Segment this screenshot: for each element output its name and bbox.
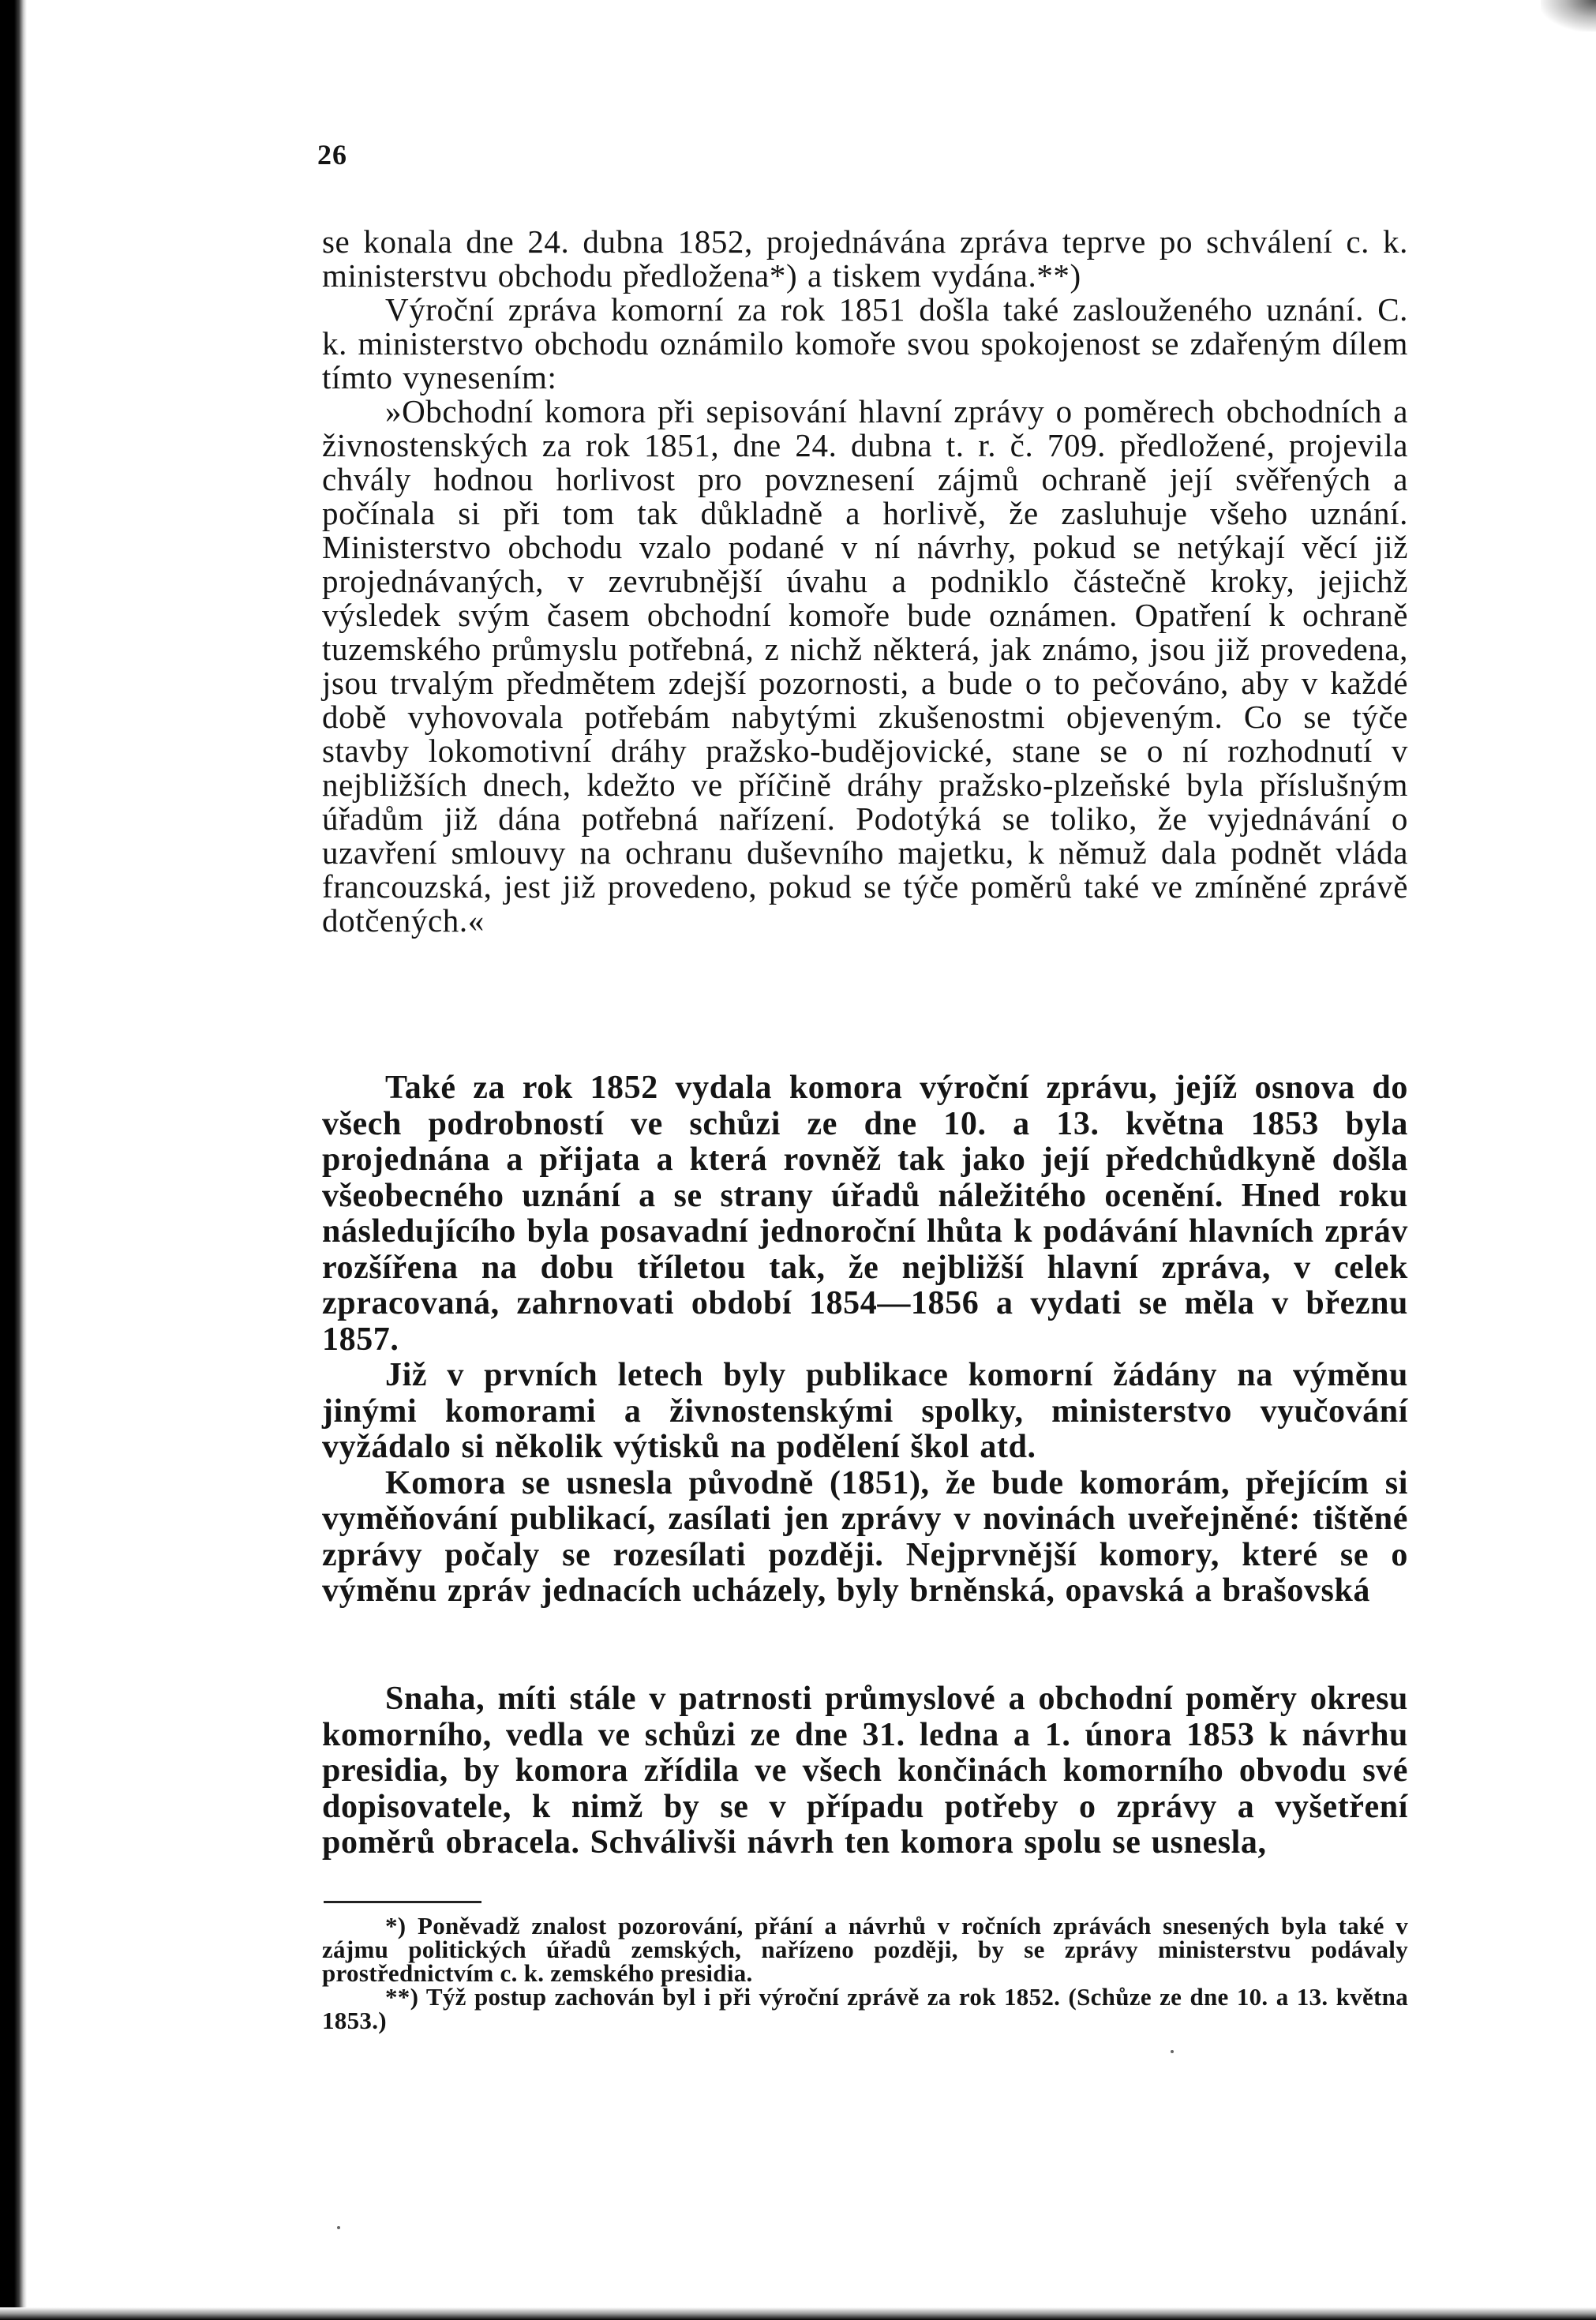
paragraph-annual-report: Výroční zpráva komorní za rok 1851 došla také zaslouženého uznání. C. k. ministerstvo obchodu oznámilo komoře svou spokojenost se zdařeným dílem tímto vynesením: xyxy=(322,291,1408,395)
scan-speck xyxy=(337,2226,340,2229)
page-number: 26 xyxy=(317,139,347,171)
footnote-2: **) Týž postup zachován byl i při výroční zprávě za rok 1852. (Schůze ze dne 10. a 13. května 1853.) xyxy=(322,1983,1408,2034)
footnote-divider xyxy=(324,1901,481,1903)
paragraph-continuation: se konala dne 24. dubna 1852, projednávána zpráva teprve po schválení c. k. ministerstvu obchodu předložena*) a tiskem vydána.**) xyxy=(322,223,1408,294)
scan-speck xyxy=(1171,2050,1174,2053)
text-section-2 xyxy=(322,1070,1408,1610)
footnote-1: *) Poněvadž znalost pozorování, přání a návrhů v ročních zprávách snesených byla také v zájmu politických úřadů zemských, nařízeno později, by se zprávy ministerstvu podávaly prostřednictvím c. k. zemského presidia. xyxy=(322,1912,1408,1987)
scan-bottom-shadow xyxy=(0,2307,1596,2320)
footnotes xyxy=(322,1914,1408,2033)
paragraph-ministry-quote: »Obchodní komora při sepisování hlavní zprávy o poměrech obchodních a živnostenských za rok 1851, dne 24. dubna t. r. č. 709. předložené, projevila chvály hodnou horlivost pro povznesení zájmů ochraně její svěřených a počínala si při tom tak důkladně a horlivě, že zasluhuje všeho uznání. Ministerstvo obchodu vzalo podané v ní návrhy, pokud se netýkají věcí již projednávaných, v zevrubnější úvahu a podniklo částečně kroky, jejichž výsledek svým časem obchodní komoře bude oznámen. Opatření k ochraně tuzemského průmyslu potřebná, z nichž některá, jak známo, jsou již provedena, jsou trvalým předmětem zdejší pozornosti, a bude o to pečováno, aby v každé době vyhovovala potřebám nabytými zkušenostmi objeveným. Co se týče stavby lokomotivní dráhy pražsko-budějovické, stane se o ní rozhodnutí v nejbližších dnech, kdežto ve příčině dráhy pražsko-plzeňské byla příslušným úřadům již dána potřebná nařízení. Podotýká se toliko, že vyjednávání o uzavření smlouvy na ochranu duševního majetku, k němuž dala podnět vláda francouzská, jest již provedeno, pokud se týče poměrů také ve zmíněné zprávě dotčených.« xyxy=(322,393,1408,939)
paragraph-exchange-resolution: Komora se usnesla původně (1851), že bude komorám, přejícím si vyměňování publikací, zasílati jen zprávy v novinách uveřejněné: tištěné zprávy počaly se rozesílati později. Nejprvnější komory, které se o výměnu zpráv jednacích ucházely, byly brněnská, opavská a brašovská xyxy=(322,1464,1408,1609)
paragraph-correspondents: Snaha, míti stále v patrnosti průmyslové a obchodní poměry okresu komorního, vedla ve schůzi ze dne 31. ledna a 1. února 1853 k návrhu presidia, by komora zřídila ve všech končinách komorního obvodu své dopisovatele, k nimž by se v případu potřeby o zprávy a vyšetření poměrů obracela. Schválivši návrh ten komora spolu se usnesla, xyxy=(322,1681,1408,1861)
text-section-3 xyxy=(322,1681,1408,1861)
text-section-1 xyxy=(322,225,1408,938)
scan-corner-shadow xyxy=(1541,0,1596,32)
paragraph-report-1852: Také za rok 1852 vydala komora výroční zprávu, jejíž osnova do všech podrobností ve schůzi ze dne 10. a 13. května 1853 byla projednána a přijata a která rovněž tak jako její předchůdkyně došla všeobecného uznání a se strany úřadů náležitého ocenění. Hned roku následujícího byla posavadní jednoroční lhůta k podávání hlavních zpráv rozšířena na dobu tříletou tak, že nejbližší hlavní zpráva, v celek zpracovaná, zahrnovati období 1854—1856 a vydati se měla v březnu 1857. xyxy=(322,1070,1408,1358)
paragraph-exchange-requests: Již v prvních letech byly publikace komorní žádány na výměnu jinými komorami a živnostenskými spolky, ministerstvo vyučování vyžádalo si několik výtisků na podělení škol atd. xyxy=(322,1357,1408,1465)
scan-binding-shadow xyxy=(0,0,27,2320)
